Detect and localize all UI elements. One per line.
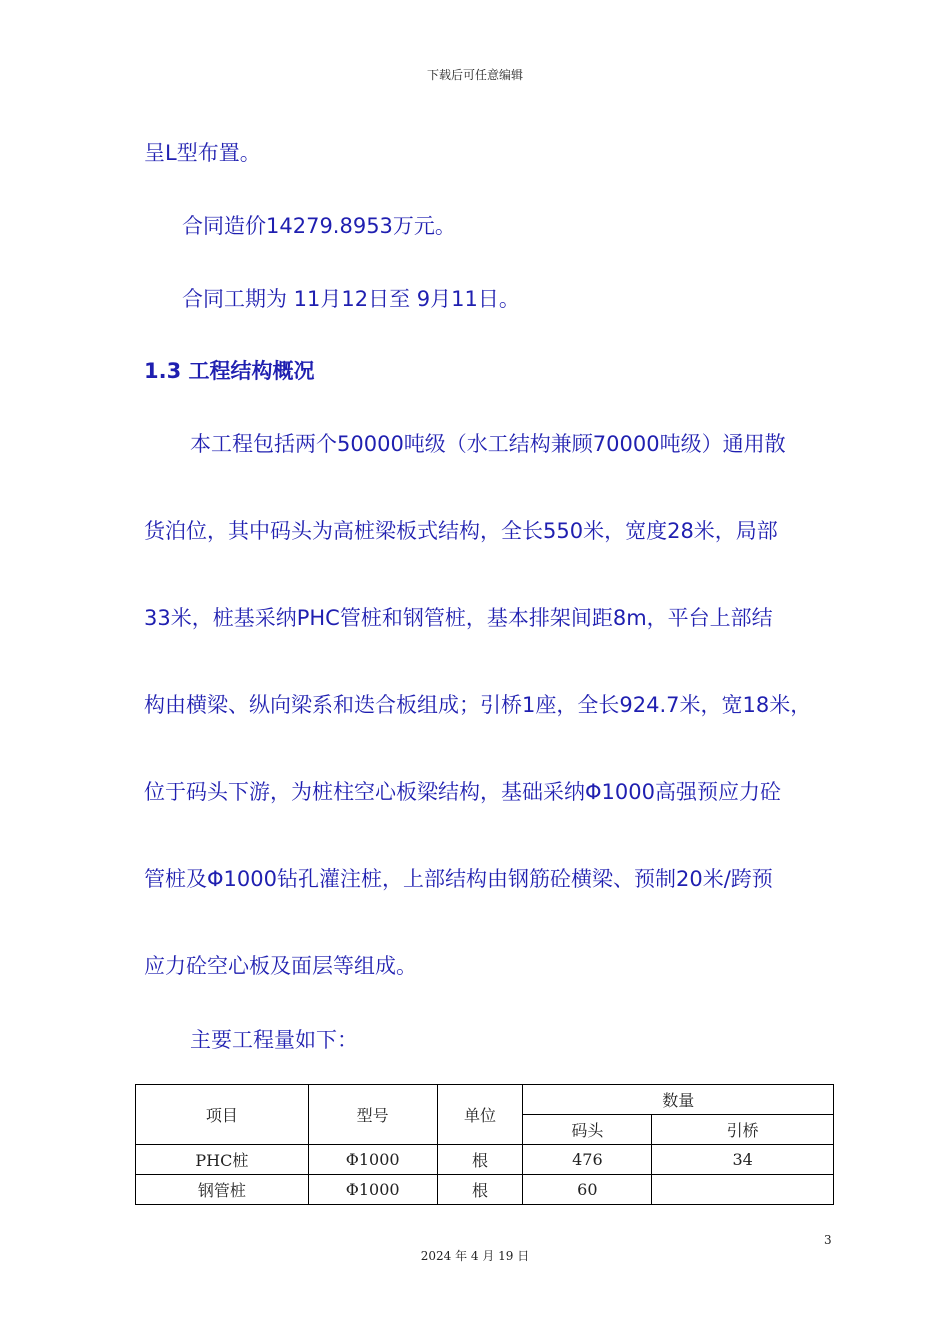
paragraph-contract-price: 合同造价14279.8953万元。 bbox=[182, 214, 456, 238]
table-row bbox=[136, 1175, 834, 1205]
page-number: 3 bbox=[824, 1233, 832, 1247]
overview-line-7: 应力砼空心板及面层等组成。 bbox=[144, 954, 417, 978]
cell-item: 钢管桩 bbox=[136, 1175, 309, 1205]
paragraph-layout-end: 呈L型布置。 bbox=[144, 141, 261, 165]
cell-model: Φ1000 bbox=[308, 1175, 437, 1205]
header-wharf: 码头 bbox=[523, 1115, 652, 1145]
table-row bbox=[136, 1145, 834, 1175]
header-unit: 单位 bbox=[437, 1085, 523, 1145]
overview-line-1: 本工程包括两个50000吨级（水工结构兼顾70000吨级）通用散 bbox=[190, 432, 786, 456]
overview-line-4: 构由横梁、纵向梁系和迭合板组成；引桥1座，全长924.7米，宽18米， bbox=[144, 693, 812, 717]
table-header-row bbox=[136, 1085, 834, 1115]
cell-bridge: 34 bbox=[652, 1145, 834, 1175]
page-header: 下载后可任意编辑 bbox=[426, 68, 523, 82]
section-heading: 1.3 工程结构概况 bbox=[144, 359, 315, 383]
paragraph-contract-period: 合同工期为 11月12日至 9月11日。 bbox=[182, 287, 520, 311]
overview-line-6: 管桩及Φ1000钻孔灌注桩，上部结构由钢筋砼横梁、预制20米/跨预 bbox=[144, 867, 773, 891]
quantities-table bbox=[135, 1084, 834, 1205]
cell-unit: 根 bbox=[437, 1145, 523, 1175]
cell-bridge bbox=[652, 1175, 834, 1205]
footer-date: 2024 年 4 月 19 日 bbox=[420, 1249, 530, 1263]
cell-model: Φ1000 bbox=[308, 1145, 437, 1175]
cell-wharf: 60 bbox=[523, 1175, 652, 1205]
cell-unit: 根 bbox=[437, 1175, 523, 1205]
header-bridge: 引桥 bbox=[652, 1115, 834, 1145]
overview-line-3: 33米，桩基采纳PHC管桩和钢管桩，基本排架间距8m，平台上部结 bbox=[144, 606, 773, 630]
cell-wharf: 476 bbox=[523, 1145, 652, 1175]
overview-line-2: 货泊位，其中码头为高桩梁板式结构，全长550米，宽度28米，局部 bbox=[144, 519, 778, 543]
cell-item: PHC桩 bbox=[136, 1145, 309, 1175]
overview-line-5: 位于码头下游，为桩柱空心板梁结构，基础采纳Φ1000高强预应力砼 bbox=[144, 780, 781, 804]
quantities-intro: 主要工程量如下： bbox=[190, 1028, 358, 1052]
header-model: 型号 bbox=[308, 1085, 437, 1145]
header-quantity: 数量 bbox=[523, 1085, 834, 1115]
header-item: 项目 bbox=[136, 1085, 309, 1145]
